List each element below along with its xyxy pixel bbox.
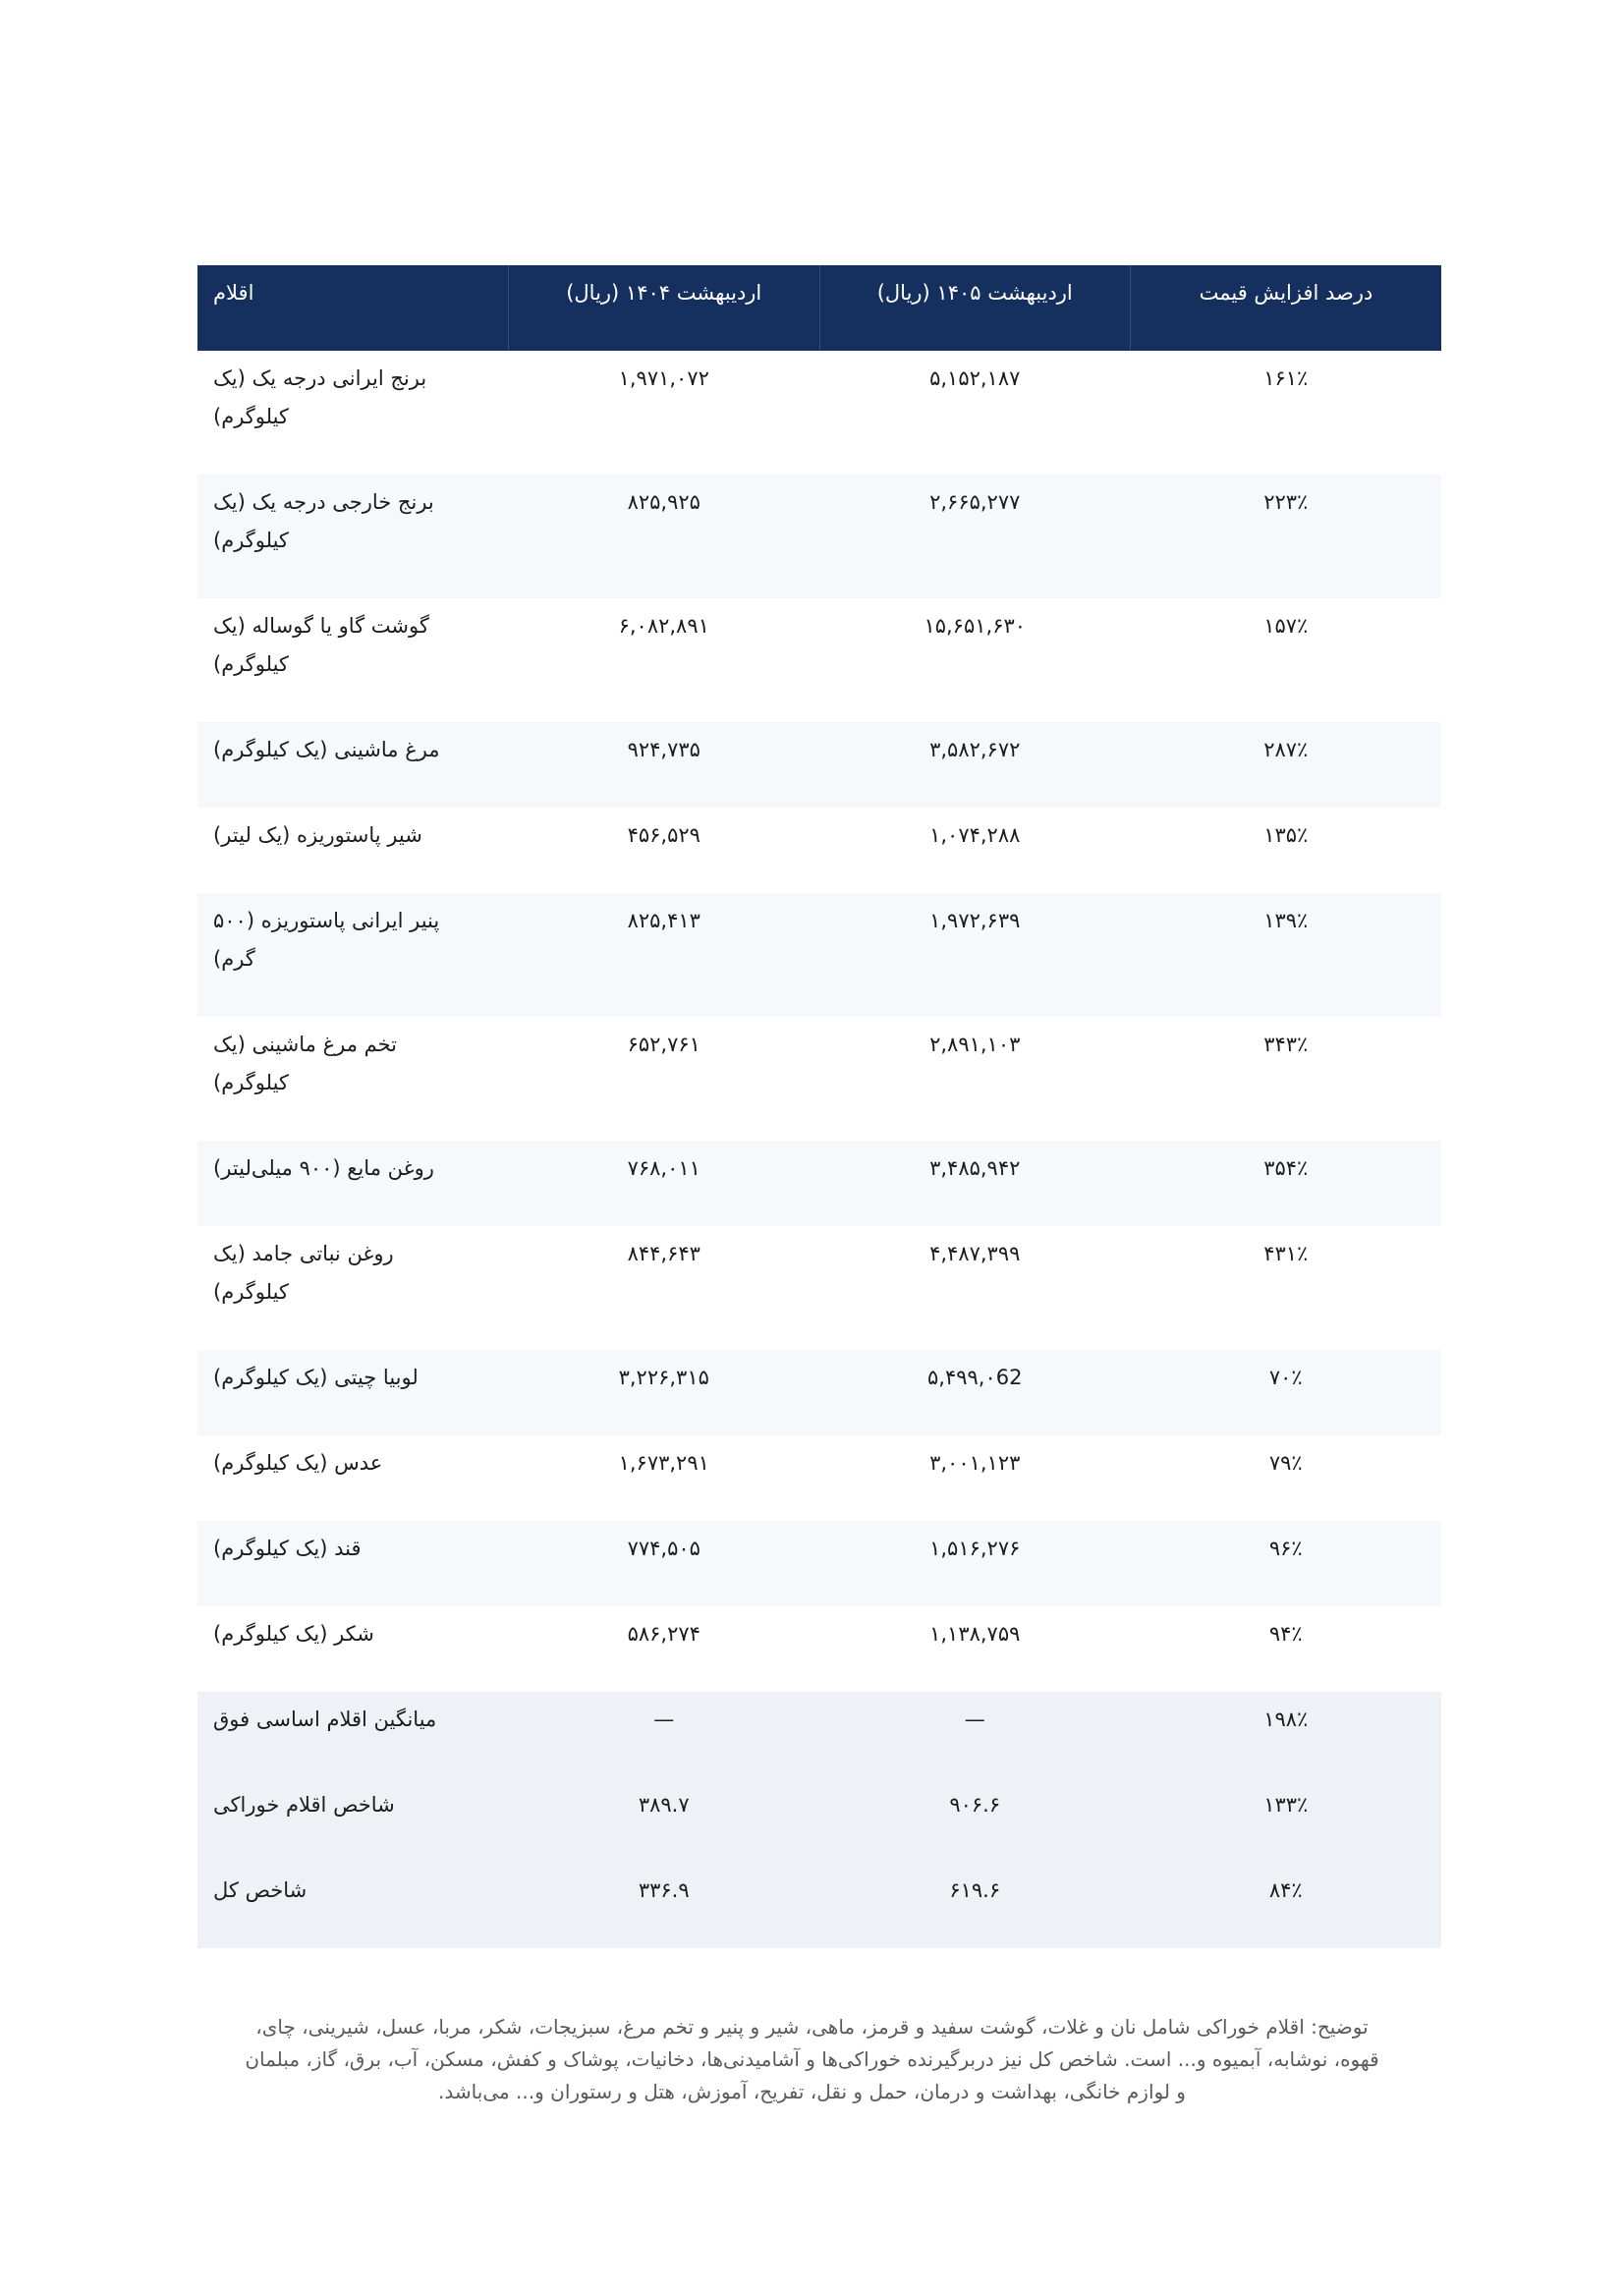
price-1405-cell: ۱,۹۷۲,۶۳۹ (819, 893, 1131, 1017)
footnote-line: قهوه، نوشابه، آبمیوه و... است. شاخص کل نیز دربرگیرنده خوراکی‌ها و آشامیدنی‌ها، دخانیات، پوشاک و کفش، مسکن، آب، برق، گاز، مبلمان (245, 2047, 1379, 2071)
increase-percent-cell: ۱۳۵٪ (1263, 823, 1309, 847)
summary-row (197, 1863, 1441, 1948)
increase-percent-cell: ۲۲۳٪ (1131, 475, 1442, 598)
summary-price-1404-cell: — (509, 1692, 820, 1777)
price-1405-cell: ۱,۱۳۸,۷۵۹ (929, 1622, 1021, 1646)
increase-percent-cell: ۱۶۱٪ (1263, 366, 1309, 390)
summary-label: شاخص اقلام خوراکی (213, 1793, 395, 1817)
table-row (197, 351, 1441, 475)
price-1405-cell: ۴,۴۸۷,۳۹۹ (929, 1242, 1021, 1265)
table-row (197, 598, 1441, 722)
summary-label-cell (197, 1863, 509, 1948)
price-1405-cell: ۳,۴۸۵,۹۴۲ (819, 1141, 1131, 1226)
table-row (197, 893, 1441, 1017)
summary-label: شاخص کل (213, 1878, 308, 1902)
table-row (197, 808, 1441, 893)
summary-label-cell (197, 1777, 509, 1863)
price-1404-cell: ۸۲۵,۴۱۳ (509, 893, 820, 1017)
item-name-cell (197, 1226, 509, 1350)
header-price-1405: اردیبهشت ۱۴۰۵ (ریال) (819, 265, 1131, 351)
price-1405-cell: ۱,۰۷۴,۲۸۸ (929, 823, 1021, 847)
item-name-cell (197, 475, 509, 598)
table-row (197, 1521, 1441, 1606)
price-1404-cell: ۷۷۴,۵۰۵ (509, 1521, 820, 1606)
price-1404-cell: ۶,۰۸۲,۸۹۱ (618, 614, 709, 638)
price-1405-cell: ۱,۵۱۶,۲۷۶ (819, 1521, 1131, 1606)
table-row (197, 722, 1441, 808)
table-row (197, 1606, 1441, 1692)
price-1404-cell: ۱,۶۷۳,۲۹۱ (618, 1451, 709, 1475)
item-name-cell (197, 1017, 509, 1141)
summary-increase-percent-cell: ۱۳۳٪ (1131, 1777, 1442, 1863)
table-header-row (197, 265, 1441, 351)
table-row (197, 475, 1441, 598)
price-1404-cell: ۷۶۸,۰۱۱ (509, 1141, 820, 1226)
price-1404-cell: ۶۵۲,۷۶۱ (627, 1033, 700, 1056)
increase-percent-cell: ۱۵۷٪ (1263, 614, 1309, 638)
price-1405-cell: ۳,۵۸۲,۶۷۲ (819, 722, 1131, 808)
item-name: پنیر ایرانی پاستوریزه (۵۰۰ گرم) (213, 909, 440, 971)
item-name-cell (197, 1435, 509, 1521)
header-price-1404: اردیبهشت ۱۴۰۴ (ریال) (509, 265, 820, 351)
price-1405-cell: ۵,۴۹۹,۰62 (819, 1350, 1131, 1435)
item-name-cell (197, 1606, 509, 1692)
item-name: مرغ ماشینی (یک کیلوگرم) (213, 738, 440, 761)
item-name-cell (197, 351, 509, 475)
increase-percent-cell: ۳۵۴٪ (1131, 1141, 1442, 1226)
summary-price-1405-cell: — (819, 1692, 1131, 1777)
summary-row (197, 1777, 1441, 1863)
item-name: شیر پاستوریزه (یک لیتر) (213, 823, 422, 847)
item-name: تخم مرغ ماشینی (یک کیلوگرم) (213, 1033, 398, 1094)
header-items-label: اقلام (213, 281, 254, 305)
item-name-cell (197, 808, 509, 893)
table-row (197, 1141, 1441, 1226)
footnote (0, 2011, 1624, 2108)
increase-percent-cell: ۳۴۳٪ (1263, 1033, 1309, 1056)
price-comparison-table (197, 265, 1441, 1948)
summary-increase-percent-cell: ۱۹۸٪ (1131, 1692, 1442, 1777)
price-1405-cell: ۲,۸۹۱,۱۰۳ (929, 1033, 1021, 1056)
table-row (197, 1435, 1441, 1521)
item-name-cell (197, 1350, 509, 1435)
price-1405-cell: ۳,۰۰۱,۱۲۳ (929, 1451, 1021, 1475)
summary-price-1405-cell: ۶۱۹.۶ (819, 1863, 1131, 1948)
price-1404-cell: ۵۸۶,۲۷۴ (627, 1622, 700, 1646)
price-1405-cell: ۱۵,۶۵۱,۶۳۰ (924, 614, 1027, 638)
table-row (197, 1226, 1441, 1350)
item-name: عدس (یک کیلوگرم) (213, 1451, 383, 1475)
increase-percent-cell: ۴۳۱٪ (1263, 1242, 1309, 1265)
header-increase-percent: درصد افزایش قیمت (1131, 265, 1442, 351)
summary-price-1404-cell: ۳۸۹.۷ (509, 1777, 820, 1863)
price-1405-cell: ۲,۶۶۵,۲۷۷ (819, 475, 1131, 598)
item-name: برنج خارجی درجه یک (یک کیلوگرم) (213, 490, 434, 552)
price-1404-cell: ۳,۲۲۶,۳۱۵ (509, 1350, 820, 1435)
price-1404-cell: ۴۵۶,۵۲۹ (627, 823, 700, 847)
summary-label-cell (197, 1692, 509, 1777)
table-row (197, 1350, 1441, 1435)
item-name-cell (197, 722, 509, 808)
item-name: گوشت گاو یا گوساله (یک کیلوگرم) (213, 614, 429, 676)
item-name: قند (یک کیلوگرم) (213, 1537, 362, 1560)
increase-percent-cell: ۹۴٪ (1268, 1622, 1303, 1646)
item-name: لوبیا چیتی (یک کیلوگرم) (213, 1366, 419, 1389)
item-name: برنج ایرانی درجه یک (یک کیلوگرم) (213, 366, 427, 428)
price-1404-cell: ۹۲۴,۷۳۵ (509, 722, 820, 808)
price-1404-cell: ۱,۹۷۱,۰۷۲ (618, 366, 709, 390)
increase-percent-cell: ۷۰٪ (1131, 1350, 1442, 1435)
increase-percent-cell: ۲۸۷٪ (1131, 722, 1442, 808)
item-name: روغن مایع (۹۰۰ میلی‌لیتر) (213, 1156, 434, 1180)
item-name-cell (197, 1141, 509, 1226)
summary-increase-percent-cell: ۸۴٪ (1131, 1863, 1442, 1948)
price-1404-cell: ۸۴۴,۶۴۳ (627, 1242, 700, 1265)
item-name: شکر (یک کیلوگرم) (213, 1622, 374, 1646)
summary-label: میانگین اقلام اساسی فوق (213, 1707, 437, 1731)
summary-price-1405-cell: ۹۰۶.۶ (819, 1777, 1131, 1863)
item-name-cell (197, 1521, 509, 1606)
footnote-line: و لوازم خانگی، بهداشت و درمان، حمل و نقل، تفریح، آموزش، هتل و رستوران و... می‌باشد. (438, 2080, 1186, 2103)
increase-percent-cell: ۷۹٪ (1268, 1451, 1303, 1475)
increase-percent-cell: ۹۶٪ (1131, 1521, 1442, 1606)
summary-price-1404-cell: ۳۳۶.۹ (509, 1863, 820, 1948)
increase-percent-cell: ۱۳۹٪ (1131, 893, 1442, 1017)
footnote-line: توضیح: اقلام خوراکی شامل نان و غلات، گوشت سفید و قرمز، ماهی، شیر و پنیر و تخم مرغ، سبزیجات، شکر، مربا، عسل، شیرینی، چای، (255, 2015, 1369, 2039)
summary-row (197, 1692, 1441, 1777)
item-name-cell (197, 598, 509, 722)
table-row (197, 1017, 1441, 1141)
header-items (197, 265, 509, 351)
price-1405-cell: ۵,۱۵۲,۱۸۷ (929, 366, 1021, 390)
item-name: روغن نباتی جامد (یک کیلوگرم) (213, 1242, 394, 1304)
price-1404-cell: ۸۲۵,۹۲۵ (509, 475, 820, 598)
item-name-cell (197, 893, 509, 1017)
